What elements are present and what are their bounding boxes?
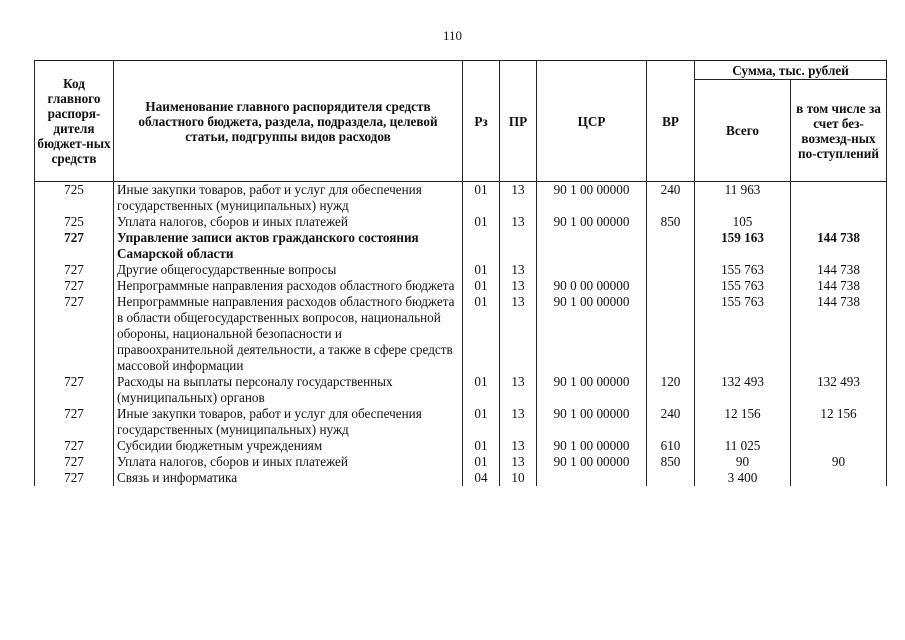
cell-pr: 13 [500, 294, 537, 374]
cell-csr: 90 1 00 00000 [537, 406, 647, 438]
header-rz: Рз [463, 61, 500, 182]
table-row [35, 182, 887, 215]
cell-free: 144 738 [791, 294, 887, 374]
cell-name: Связь и информатика [114, 470, 463, 486]
cell-vr: 850 [647, 214, 695, 230]
cell-code: 727 [35, 406, 114, 438]
cell-total: 132 493 [695, 374, 791, 406]
cell-pr: 13 [500, 214, 537, 230]
cell-rz: 01 [463, 182, 500, 215]
cell-csr [537, 262, 647, 278]
cell-code: 727 [35, 278, 114, 294]
cell-vr: 240 [647, 182, 695, 215]
cell-name: Управление записи актов гражданского состояния Самарской области [114, 230, 463, 262]
cell-rz [463, 230, 500, 262]
cell-pr: 13 [500, 182, 537, 215]
table-row [35, 374, 887, 406]
cell-name: Иные закупки товаров, работ и услуг для обеспечения государственных (муниципальных) нужд [114, 182, 463, 215]
cell-total: 159 163 [695, 230, 791, 262]
header-code: Код главного распоря-дителя бюджет-ных средств [35, 61, 114, 182]
cell-csr: 90 1 00 00000 [537, 374, 647, 406]
cell-vr [647, 278, 695, 294]
table-row [35, 438, 887, 454]
cell-total: 90 [695, 454, 791, 470]
page-number: 110 [442, 28, 463, 43]
table-row [35, 294, 887, 374]
table-row [35, 406, 887, 438]
cell-pr: 13 [500, 374, 537, 406]
cell-free: 132 493 [791, 374, 887, 406]
cell-csr: 90 1 00 00000 [537, 214, 647, 230]
cell-free [791, 182, 887, 215]
cell-pr: 13 [500, 406, 537, 438]
header-vr: ВР [647, 61, 695, 182]
table-row [35, 278, 887, 294]
cell-name: Уплата налогов, сборов и иных платежей [114, 454, 463, 470]
header-sum: Сумма, тыс. рублей [695, 61, 887, 80]
cell-code: 727 [35, 294, 114, 374]
cell-vr: 240 [647, 406, 695, 438]
cell-csr [537, 470, 647, 486]
cell-total: 105 [695, 214, 791, 230]
cell-vr: 850 [647, 454, 695, 470]
header-name: Наименование главного распорядителя средств областного бюджета, раздела, подраздела, целевой статьи, подгруппы видов расходов [114, 61, 463, 182]
table-header [35, 61, 887, 182]
cell-pr: 13 [500, 262, 537, 278]
cell-pr: 13 [500, 278, 537, 294]
cell-total: 155 763 [695, 262, 791, 278]
cell-free: 144 738 [791, 262, 887, 278]
cell-free [791, 438, 887, 454]
header-pr: ПР [500, 61, 537, 182]
cell-total: 3 400 [695, 470, 791, 486]
table-row [35, 470, 887, 486]
cell-free [791, 470, 887, 486]
cell-csr [537, 230, 647, 262]
cell-pr: 10 [500, 470, 537, 486]
cell-csr: 90 0 00 00000 [537, 278, 647, 294]
cell-name: Непрограммные направления расходов областного бюджета в области общегосударственных вопросов, национальной обороны, национальной безопасности и правоохранительной деятельности, а также в сфере средств массовой информации [114, 294, 463, 374]
table-row [35, 454, 887, 470]
header-total: Всего [695, 80, 791, 182]
cell-name: Расходы на выплаты персоналу государственных (муниципальных) органов [114, 374, 463, 406]
table-row [35, 214, 887, 230]
cell-rz: 01 [463, 374, 500, 406]
cell-pr: 13 [500, 438, 537, 454]
cell-rz: 01 [463, 406, 500, 438]
header-free: в том числе за счет без-возмезд-ных по-ступлений [791, 80, 887, 182]
table-row [35, 262, 887, 278]
cell-total: 155 763 [695, 294, 791, 374]
table-body [35, 182, 887, 487]
cell-free: 144 738 [791, 230, 887, 262]
cell-name: Другие общегосударственные вопросы [114, 262, 463, 278]
cell-vr: 610 [647, 438, 695, 454]
cell-code: 727 [35, 470, 114, 486]
cell-code: 727 [35, 438, 114, 454]
budget-table [34, 60, 887, 486]
cell-free: 12 156 [791, 406, 887, 438]
table-row [35, 230, 887, 262]
cell-rz: 01 [463, 438, 500, 454]
cell-name: Уплата налогов, сборов и иных платежей [114, 214, 463, 230]
cell-total: 155 763 [695, 278, 791, 294]
cell-pr: 13 [500, 454, 537, 470]
cell-vr [647, 470, 695, 486]
cell-total: 11 963 [695, 182, 791, 215]
cell-name: Иные закупки товаров, работ и услуг для обеспечения государственных (муниципальных) нужд [114, 406, 463, 438]
cell-vr [647, 230, 695, 262]
cell-rz: 04 [463, 470, 500, 486]
cell-csr: 90 1 00 00000 [537, 454, 647, 470]
cell-code: 727 [35, 230, 114, 262]
header-csr: ЦСР [537, 61, 647, 182]
cell-free: 90 [791, 454, 887, 470]
cell-free: 144 738 [791, 278, 887, 294]
cell-csr: 90 1 00 00000 [537, 438, 647, 454]
cell-csr: 90 1 00 00000 [537, 182, 647, 215]
cell-vr [647, 262, 695, 278]
cell-rz: 01 [463, 294, 500, 374]
cell-pr [500, 230, 537, 262]
cell-vr: 120 [647, 374, 695, 406]
cell-rz: 01 [463, 454, 500, 470]
cell-vr [647, 294, 695, 374]
cell-code: 727 [35, 454, 114, 470]
cell-rz: 01 [463, 278, 500, 294]
cell-rz: 01 [463, 262, 500, 278]
cell-total: 11 025 [695, 438, 791, 454]
cell-code: 725 [35, 182, 114, 215]
cell-rz: 01 [463, 214, 500, 230]
cell-name: Субсидии бюджетным учреждениям [114, 438, 463, 454]
cell-csr: 90 1 00 00000 [537, 294, 647, 374]
cell-code: 727 [35, 262, 114, 278]
cell-code: 727 [35, 374, 114, 406]
cell-name: Непрограммные направления расходов областного бюджета [114, 278, 463, 294]
cell-code: 725 [35, 214, 114, 230]
cell-free [791, 214, 887, 230]
cell-total: 12 156 [695, 406, 791, 438]
